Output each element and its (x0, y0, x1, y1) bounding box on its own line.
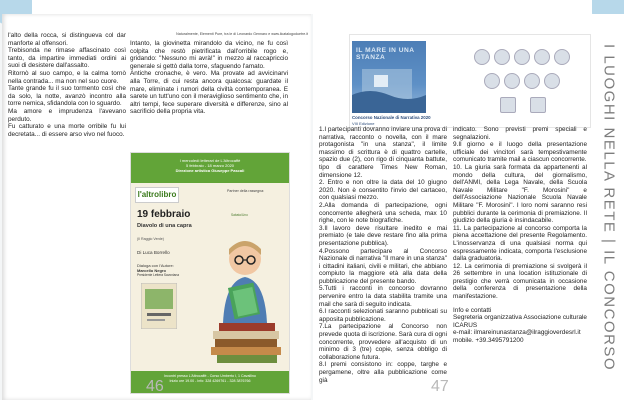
partner-logo-icon (554, 49, 570, 65)
rule-item: 2.Alla domanda di partecipazione, ogni concorrente allegherà una scheda, max 10 righe, con le note biografiche. (319, 201, 447, 225)
running-head: Naturalmente, Elementi Pure, tra le di Leonardo Gennaro e www.ilcatalogoduetre.it (176, 32, 308, 36)
flyer-footer-line: Inizio ore 19.00 - Info: 328 4269761 - 328 3876766 (169, 379, 251, 383)
rule-item: 8.I premi consistono in: coppe, targhe e pergamene, oltre alla pubblicazione come già (319, 361, 447, 384)
flyer-footer-line: Incontri presso L'Altrocaffè - Corso Umberto I, 1 Cavallino (164, 374, 256, 378)
rule-item: 6.I racconti selezionati saranno pubblicati su apposita pubblicazione. (319, 308, 447, 323)
rule-item: 7.La partecipazione al Concorso non prevede quota di iscrizione. Sarà cura di ogni concorrente, provvedere all'acquisto di un minimo di 3 (tre) copie, senza obbligo di collaborazione futura. (319, 323, 447, 361)
contest-banner (349, 34, 591, 128)
dialog-label: Dialoga con l'Autore: (137, 263, 174, 268)
flyer-header-line: I mercoledì letterari de L'Altrocaffè (179, 158, 241, 163)
paragraph: Tante grande fu il suo tormento così che da solo, la notte, avanzò incontro alla torre nemica, sfidandola con lo sguardo. (8, 85, 126, 108)
rule-item: 5.Tutti i racconti in concorso dovranno pervenire entro la data stabilita tramite una mail che sarà di seguito indicata. (319, 285, 447, 308)
partner-logo-icon (514, 49, 530, 65)
rule-item: 4.Possono partecipare al Concorso Nazionale di narrativa "Il mare in una stanza" i cittadini italiani, civili e militari, che abbiano compiuto la maggiore età alla data della pubblicazione del presente bando. (319, 247, 447, 285)
section-title: I LUOGHI NELLA RETE | IL CONCORSO (600, 44, 618, 372)
book-cover-thumbnail (141, 283, 177, 329)
dialog-info (137, 263, 207, 278)
partner-logo-icon (504, 73, 520, 89)
paragraph: Intanto, la giovinetta mirandolo da vicino, ne fu così colpita che restò pietrificata dall'orribile rogo e, gridando: "Nessuno mi avrà!" in mezzo al raccapriccio generale si gettò dalla torre, sfaguendo l'amato. (130, 40, 288, 70)
book-title: Diavolo di una capra (137, 223, 192, 229)
paragraph: Ma amore e imprudenza l'avevano perduto. (8, 107, 126, 123)
contacts-mobile: mobile. +39.3495791200 (453, 337, 524, 345)
viewer-top-bar (0, 0, 624, 14)
paragraph: Fu catturato e una morte orribile fu lui decretata... di essere arso vivo nel fuoco. (8, 123, 126, 138)
rule-item: 3.Il lavoro deve risultare inedito e mai premiato (e tale deve restare fino alla prima presentazione pubblica). (319, 224, 447, 247)
page-number-left: 46 (146, 378, 164, 395)
partner-logos (470, 45, 588, 121)
rule-item: 9.Il giorno e il luogo della presentazione ufficiale dei vincitori sarà tempestivamente comunicato tramite mail a ciascun concorrente. (453, 141, 587, 164)
right-col1 (319, 126, 447, 384)
partner-label: Partner della rassegna: (227, 189, 265, 193)
rule-item: 11. La partecipazione al concorso comporta la piena accettazione del presente Regolamento. L'inosservanza di una qualsiasi norma qui espressamente indicata, comporta l'esclusione dalla graduatoria. (453, 224, 587, 263)
page-right[interactable] (313, 14, 624, 400)
partner-logo-icon (530, 97, 546, 113)
rule-item: indicato. Sono previsti premi speciali e segnalazioni. (453, 126, 587, 141)
dialog-role: Presidente Lettera Savoniana (137, 273, 179, 277)
flyer-header-line: 5 febbraio - 18 marzo 2020 (185, 163, 235, 168)
contacts-secretariat: Segreteria organizzativa Associazione culturale ICARUS (453, 314, 587, 329)
partner-logo-icon (544, 73, 560, 89)
contest-name: Concorso Nazionale di Narrativa 2020 (352, 115, 431, 120)
partner-logo-icon (484, 73, 500, 89)
left-col2 (130, 40, 288, 116)
rule-item: 12. La cerimonia di premiazione si svolgerà il 26 settembre in una location istituzionale di prestigio che verrà comunicata in occasione della conferenza di presentazione della manifestazione. (453, 262, 587, 301)
flyer-header (131, 153, 289, 183)
event-flyer (130, 152, 290, 394)
altrolibro-logo: l'altrolibro (135, 187, 179, 203)
contest-edition: VIII Edizione (352, 121, 375, 126)
event-date: 19 febbraio (137, 209, 191, 220)
paragraph: Antiche cronache, è vero. Ma provate ad avvicinarvi alla Torre, di cui resta ancora qualcosa: guardate il mare, eliminate i rumori della civiltà contemporanea. E sarete un tutt'uno con il meraviglioso sentimento che, in altri tempi, fece superare diversità e differenze, sino al sacrificio della propria vita. (130, 70, 288, 116)
partner-logo-icon (494, 49, 510, 65)
rule-item: 10. La giuria sarà formata da appartenenti al mondo della cultura, del giornalismo, dell'ANMI, della Lega Navale, della Scuola Navale Militare "F. Morosini" e dell'Associazione Nazionale Scuola Navale Militare "F. Morosini". I loro nomi saranno resi pubblici durante la cerimonia di premiazione. Il giudizio della giuria è insindacabile. (453, 163, 587, 225)
paragraph: Ritornò al suo campo, e la calma tornò nella contrada... ma non nel suo cuore. (8, 69, 126, 85)
dialog-name: Marcello Negro (137, 268, 166, 273)
partner-logo: Sabato/Uno (231, 213, 248, 217)
book-publisher: (Il Raggio Verde) (137, 237, 164, 241)
partner-logo-icon (524, 73, 540, 89)
rule-item: 2. Entro e non oltre la data del 10 giugno 2020. Non è consentito l'invio del cartaceo, con qualsiasi mezzo. (319, 179, 447, 202)
partner-logo-icon (500, 97, 516, 113)
page-number-right: 47 (431, 378, 449, 395)
flyer-header-line: Direzione artistica Giuseppe Pascali (175, 168, 245, 173)
book-author: Di Luca Borrello (137, 250, 170, 255)
contacts-heading: Info e contatti (453, 306, 492, 314)
partner-logo-icon (534, 49, 550, 65)
paragraph: Trebisonda ne rimase affascinato così tanto, da impartire immediati ordini ai suoi di desistere dall'assalto. (8, 47, 126, 70)
contacts-email: e-mail: ilmareinunastanza@ilraggioverdesrl.it (453, 329, 581, 337)
rule-item: 1.I partecipanti dovranno inviare una prova di narrativa, racconto o novella, con il mare protagonista "in una stanza", il limite massimo di scrittura è di quattro cartelle, spazio due (2), con rigo di cinquanta battute, tipo di carattere Times New Roman, dimensione 12. (319, 126, 447, 179)
left-col1 (8, 32, 126, 138)
right-col2 (453, 126, 587, 345)
partner-logo-icon (474, 49, 490, 65)
page-left[interactable] (2, 14, 311, 400)
section-spine (596, 44, 622, 384)
banner-title: IL MARE IN UNA STANZA (356, 47, 415, 61)
child-reading-illustration (201, 229, 287, 369)
paragraph: l'alto della rocca, si distingueva col dar manforte al offensori. (8, 32, 126, 47)
